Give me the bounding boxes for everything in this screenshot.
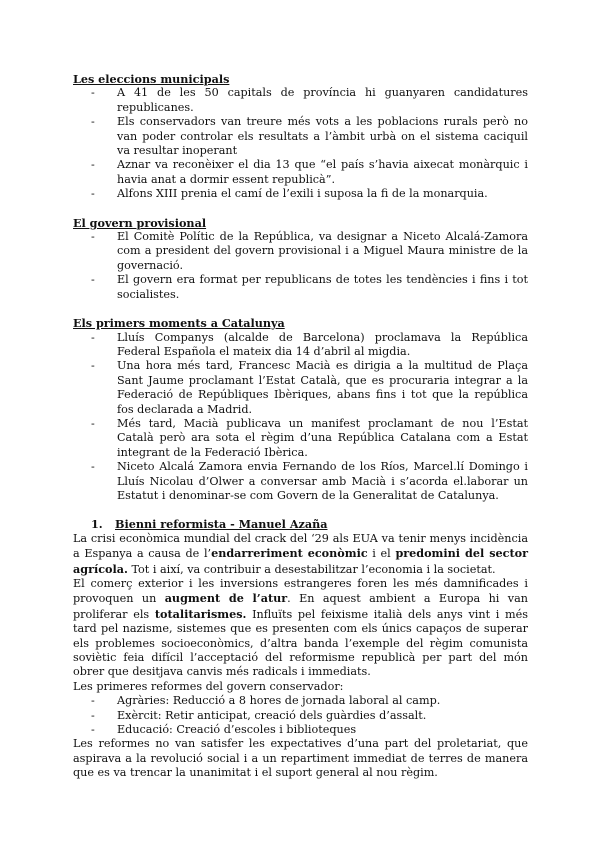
list-item: - Una hora més tard, Francesc Macià es dirigia a la multitud de Plaça Sant Jaume proclamant l’Estat Català, que es procuraria integrar a la Federació de Repúbliques Ibèriques, abans fins i tot que la república fos declarada a Madrid.: [73, 359, 528, 417]
paragraph-economic-crisis: [73, 532, 528, 577]
list-item: - El Comitè Polític de la República, va designar a Niceto Alcalá-Zamora com a president del govern provisional i a Miguel Maura ministre de la governació.: [73, 230, 528, 273]
paragraph-first-reforms: Les primeres reformes del govern conservador:: [73, 679, 344, 693]
list-item: - Alfons XIII prenia el camí de l’exili i suposa la fi de la monarquia.: [73, 187, 528, 201]
section-provisional-government: [73, 216, 528, 302]
section-heading: Les eleccions municipals: [73, 72, 230, 86]
bullet-list: [73, 86, 528, 201]
bold-text: augment de l’atur: [164, 591, 288, 606]
section-first-moments-catalonia: [73, 316, 528, 503]
bold-text: endarreriment econòmic: [211, 546, 368, 561]
paragraph-foreign-trade: [73, 577, 528, 680]
bullet-list: [73, 331, 528, 504]
list-item: - A 41 de les 50 capitals de província hi guanyaren candidatures republicanes.: [73, 86, 528, 115]
text-run: La crisi econòmica mundial del crack del ‘29 als EUA va tenir menys incidència a Espanya a causa de l’: [73, 531, 528, 561]
list-item: - Els conservadors van treure més vots a les poblacions rurals però no van poder controlar els resultats a l’àmbit urbà on el sistema caciquil va resultar inoperant: [73, 115, 528, 158]
reforms-list: [73, 694, 528, 737]
list-item: - Més tard, Macià publicava un manifest proclamant de nou l’Estat Català però ara sota el règim d’una República Catalana com a Estat integrant de la Federació Ibèrica.: [73, 417, 528, 460]
text-run: El comerç exterior i les inversions estrangeres foren les més damnificades i provoquen un: [73, 577, 528, 606]
list-item: - Educació: Creació d’escoles i biblioteques: [73, 723, 528, 737]
text-run: . En aquest ambient a Europa hi van proliferar els: [73, 592, 528, 621]
list-item: - Exèrcit: Retir anticipat, creació dels guàrdies d’assalt.: [73, 709, 528, 723]
bold-text: totalitarismes.: [154, 606, 247, 621]
document-content: [73, 72, 528, 781]
section-heading: Els primers moments a Catalunya: [73, 316, 285, 331]
heading-title: Bienni reformista - Manuel Azaña: [115, 517, 328, 532]
section-heading: El govern provisional: [73, 215, 207, 230]
list-item: - Niceto Alcalá Zamora envia Fernando de los Ríos, Marcel.lí Domingo i Lluís Nicolau d’Olwer a conversar amb Macià i s’acorda el.laborar un Estatut i denominar-se com Govern de la Generalitat de Catalunya.: [73, 460, 528, 503]
list-item: - Aznar va reconèixer el dia 13 que “el país s’havia aixecat monàrquic i havia anat a dormir essent republicà”.: [73, 158, 528, 187]
numbered-heading: [73, 517, 528, 531]
list-item: - Agràries: Reducció a 8 hores de jornada laboral al camp.: [73, 694, 528, 708]
list-item: - Lluís Companys (alcalde de Barcelona) proclamava la República Federal Española el mateix dia 14 d’abril al migdia.: [73, 331, 528, 360]
paragraph-reform-outcome: Les reformes no van satisfer les expectatives d’una part del proletariat, que aspirava a la revolució social i a un repartiment immediat de terres de manera que es va trencar la unanimitat i el suport general al nou règim.: [73, 737, 528, 780]
text-run: Influïts pel feixisme italià dels anys vint i més tard pel nazisme, sistemes que es presenten com els únics capaços de superar els problemes socioeconòmics, d’altra banda l’exemple del règim comunista soviètic feia difícil l’acceptació del reformisme republicà per part del món obrer que desitjava canvis més radicals i immediats.: [73, 607, 528, 679]
bullet-list: [73, 230, 528, 302]
bold-text: predomini del sector agrícola.: [73, 546, 528, 576]
heading-number: 1.: [91, 517, 103, 532]
text-run: Tot i així, va contribuir a desestabilitzar l’economia i la societat.: [127, 562, 496, 576]
text-run: i el: [367, 547, 396, 561]
section-municipal-elections: [73, 72, 528, 202]
list-item: - El govern era format per republicans de totes les tendències i fins i tot socialistes.: [73, 273, 528, 302]
